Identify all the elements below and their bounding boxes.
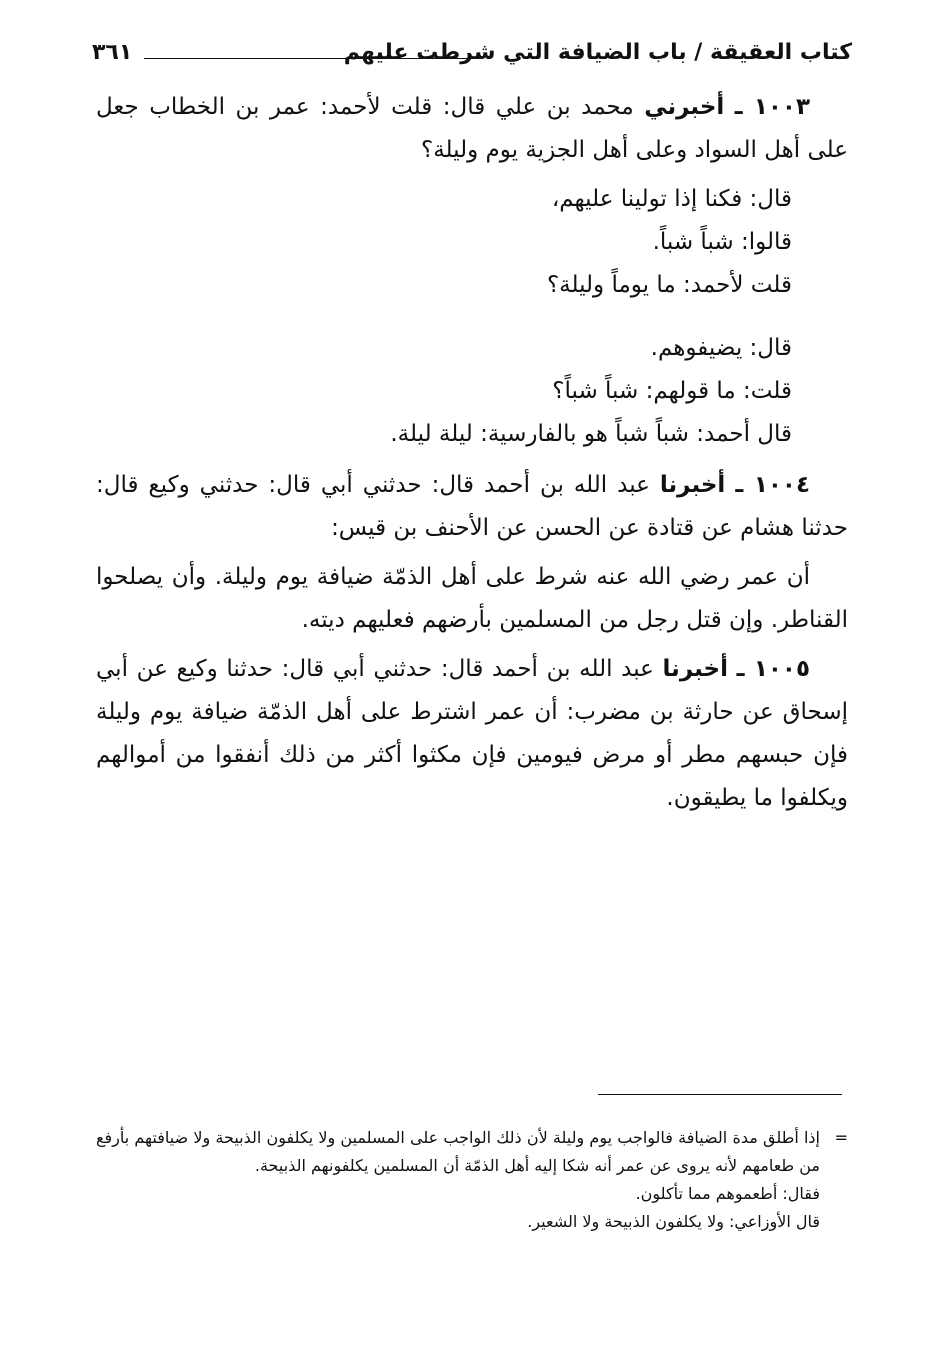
dialog-line: قال: يضيفوهم. xyxy=(650,335,792,361)
hadith-text: محمد بن علي قال: قلت لأحمد: عمر بن الخطاب جعل على أهل السواد وعلى أهل الجزية يوم وليلة؟ xyxy=(96,94,848,163)
hadith-1005 xyxy=(96,648,848,820)
continuation-marker: = xyxy=(834,1128,848,1147)
footnote-line: قال الأوزاعي: ولا يكلفون الذبيحة ولا الشعير. xyxy=(527,1212,820,1231)
hadith-text: عبد الله بن أحمد قال: حدثني أبي قال: حدثنا وكيع عن أبي إسحاق عن حارثة بن مضرب: أن عمر اشترط على أهل الذمّة ضيافة يوم وليلة فإن حبسهم مطر أو مرض فيومين فإن مكثوا أكثر من ذلك أنفقوا من أموالهم ويكلفوا ما يطيقون. xyxy=(96,656,848,811)
dialog-line: قالوا: شباً شباً. xyxy=(652,229,792,255)
hadith-1004-body: أن عمر رضي الله عنه شرط على أهل الذمّة ضيافة يوم وليلة. وأن يصلحوا القناطر. وإن قتل رجل من المسلمين بأرضهم فعليهم ديته. xyxy=(96,564,848,633)
hadith-text: عبد الله بن أحمد قال: حدثني أبي قال: حدثني وكيع قال: حدثنا هشام عن قتادة عن الحسن عن الأحنف بن قيس: xyxy=(96,472,848,541)
footnote-line: فقال: أطعموهم مما تأكلون. xyxy=(635,1184,820,1203)
hadith-number: ١٠٠٣ ـ xyxy=(734,94,811,120)
hadith-number: ١٠٠٥ ـ xyxy=(736,656,811,682)
dialog-line: قلت لأحمد: ما يوماً وليلة؟ xyxy=(546,272,792,298)
hadith-1004 xyxy=(96,464,848,550)
header-title: كتاب العقيقة / باب الضيافة التي شرطت عليهم xyxy=(343,40,852,65)
hadith-1003 xyxy=(96,86,848,172)
header-rule xyxy=(144,58,480,59)
dialog-line: قلت: ما قولهم: شباً شباً؟ xyxy=(552,378,792,404)
running-header xyxy=(92,40,852,80)
main-text xyxy=(96,86,848,826)
hadith-lead: أخبرنا xyxy=(662,656,728,682)
dialog-line: قال: فكنا إذا تولينا عليهم، xyxy=(551,186,792,212)
footnotes xyxy=(96,1124,848,1236)
footnote-separator xyxy=(598,1094,842,1095)
hadith-number: ١٠٠٤ ـ xyxy=(735,472,811,498)
spacer xyxy=(96,307,848,327)
footnote-continuation xyxy=(96,1124,848,1180)
hadith-lead: أخبرنا xyxy=(659,472,726,498)
dialog-line: قال أحمد: شباً شباً هو بالفارسية: ليلة ليلة. xyxy=(390,421,792,447)
page-number: ٣٦١ xyxy=(92,40,133,65)
hadith-lead: أخبرني xyxy=(644,94,725,120)
footnote-text: إذا أطلق مدة الضيافة فالواجب يوم وليلة لأن ذلك الواجب على المسلمين ولا يكلفون الذبيحة ولا ضيافتهم بأرفع من طعامهم لأنه يروى عن عمر أنه شكا إليه أهل الذمّة أن المسلمين يكلفونهم الذبيحة. xyxy=(96,1128,820,1175)
